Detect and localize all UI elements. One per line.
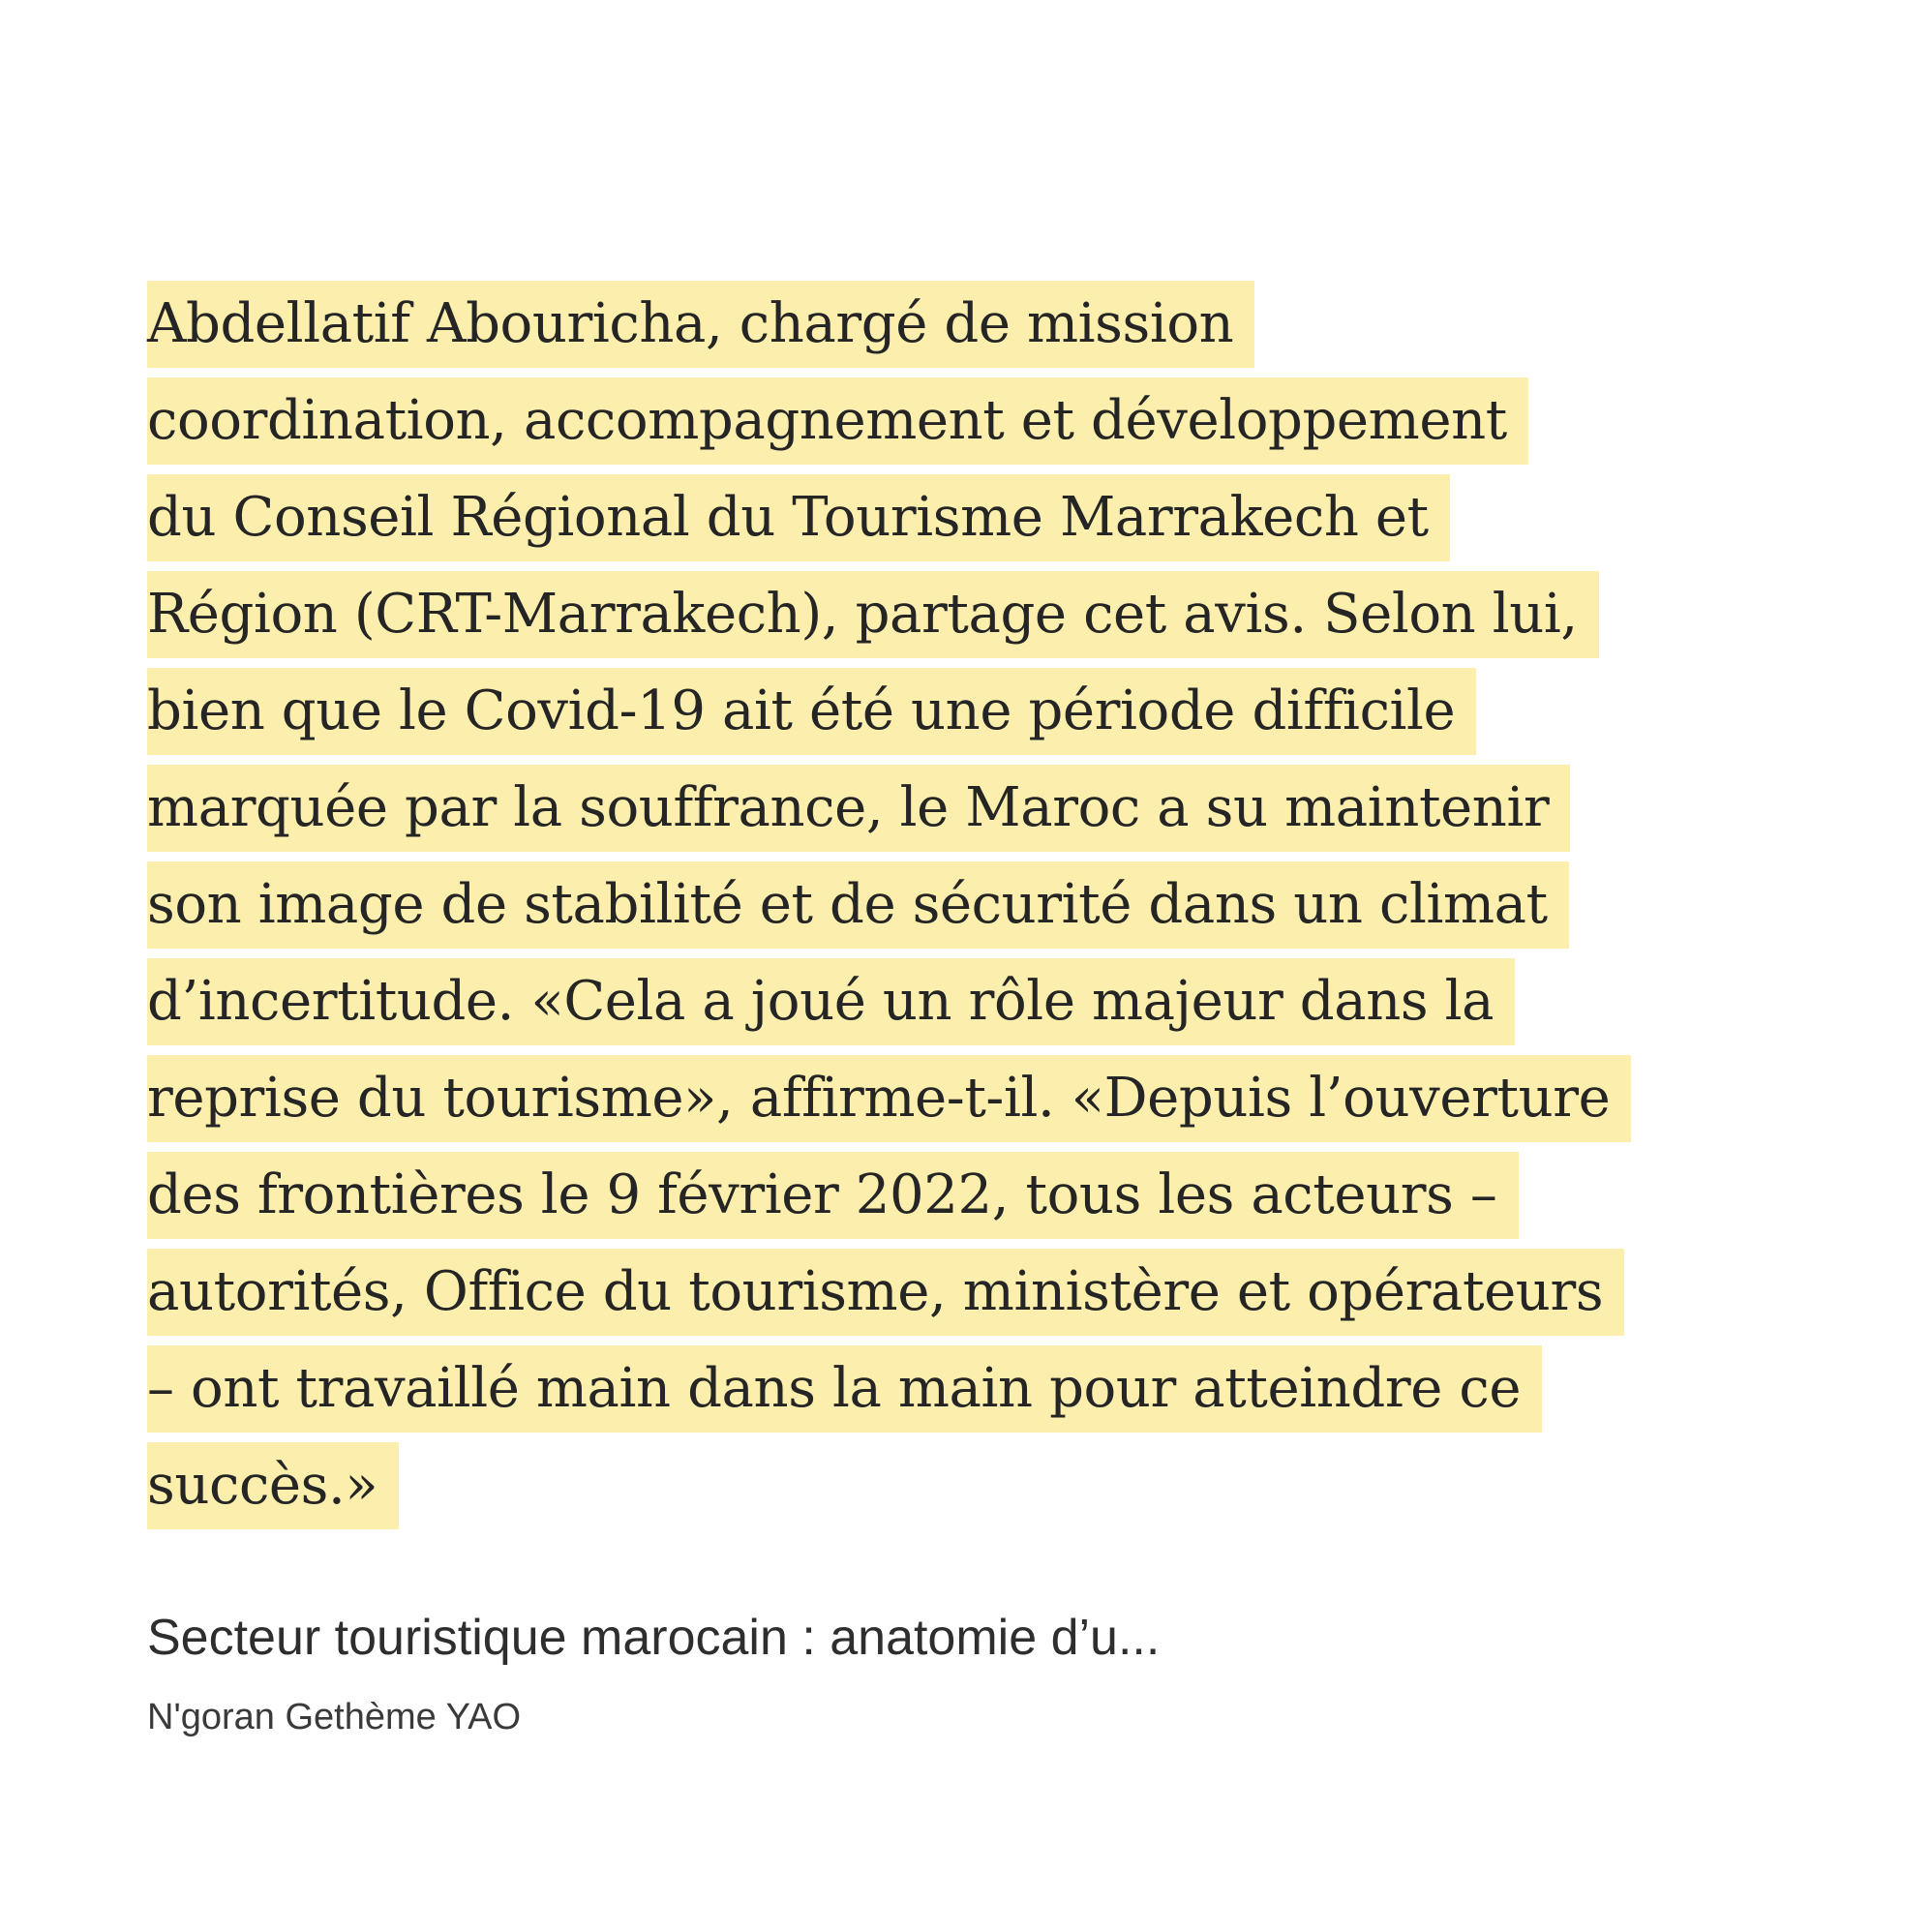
quote-line-text: d’incertitude. «Cela a joué un rôle majeur dans la xyxy=(147,958,1515,1045)
quote-line xyxy=(147,1055,1793,1152)
quote-line xyxy=(147,474,1793,571)
quote-line-text: coordination, accompagnement et développement xyxy=(147,377,1528,465)
quote-line xyxy=(147,571,1793,668)
quote-line xyxy=(147,1249,1793,1345)
quote-line xyxy=(147,668,1793,765)
quote-line-text: son image de stabilité et de sécurité dans un climat xyxy=(147,861,1569,949)
quote-line xyxy=(147,1442,1793,1539)
quote-line xyxy=(147,958,1793,1055)
source-author: N'goran Gethème YAO xyxy=(147,1697,522,1737)
quote-line xyxy=(147,281,1793,377)
quote-line xyxy=(147,765,1793,861)
quote-line-text: bien que le Covid-19 ait été une période difficile xyxy=(147,668,1476,755)
quote-line-text: reprise du tourisme», affirme-t-il. «Depuis l’ouverture xyxy=(147,1055,1631,1142)
quote-line xyxy=(147,861,1793,958)
quote-line-text: Abdellatif Abouricha, chargé de mission xyxy=(147,281,1254,368)
source-info xyxy=(147,1607,1793,1740)
highlighted-quote xyxy=(147,281,1793,1539)
quote-line-text: succès.» xyxy=(147,1442,399,1529)
quote-line-text: autorités, Office du tourisme, ministère et opérateurs xyxy=(147,1249,1624,1336)
quote-line-text: Région (CRT-Marrakech), partage cet avis. Selon lui, xyxy=(147,571,1599,658)
source-title[interactable]: Secteur touristique marocain : anatomie d’u... xyxy=(147,1610,1161,1666)
quote-line-text: du Conseil Régional du Tourisme Marrakech et xyxy=(147,474,1450,561)
quote-line xyxy=(147,1152,1793,1249)
quote-line-text: des frontières le 9 février 2022, tous les acteurs – xyxy=(147,1152,1519,1239)
quote-line xyxy=(147,377,1793,474)
quote-line-text: marquée par la souffrance, le Maroc a su maintenir xyxy=(147,765,1570,852)
quote-line-text: – ont travaillé main dans la main pour atteindre ce xyxy=(147,1345,1542,1433)
quote-line xyxy=(147,1345,1793,1442)
